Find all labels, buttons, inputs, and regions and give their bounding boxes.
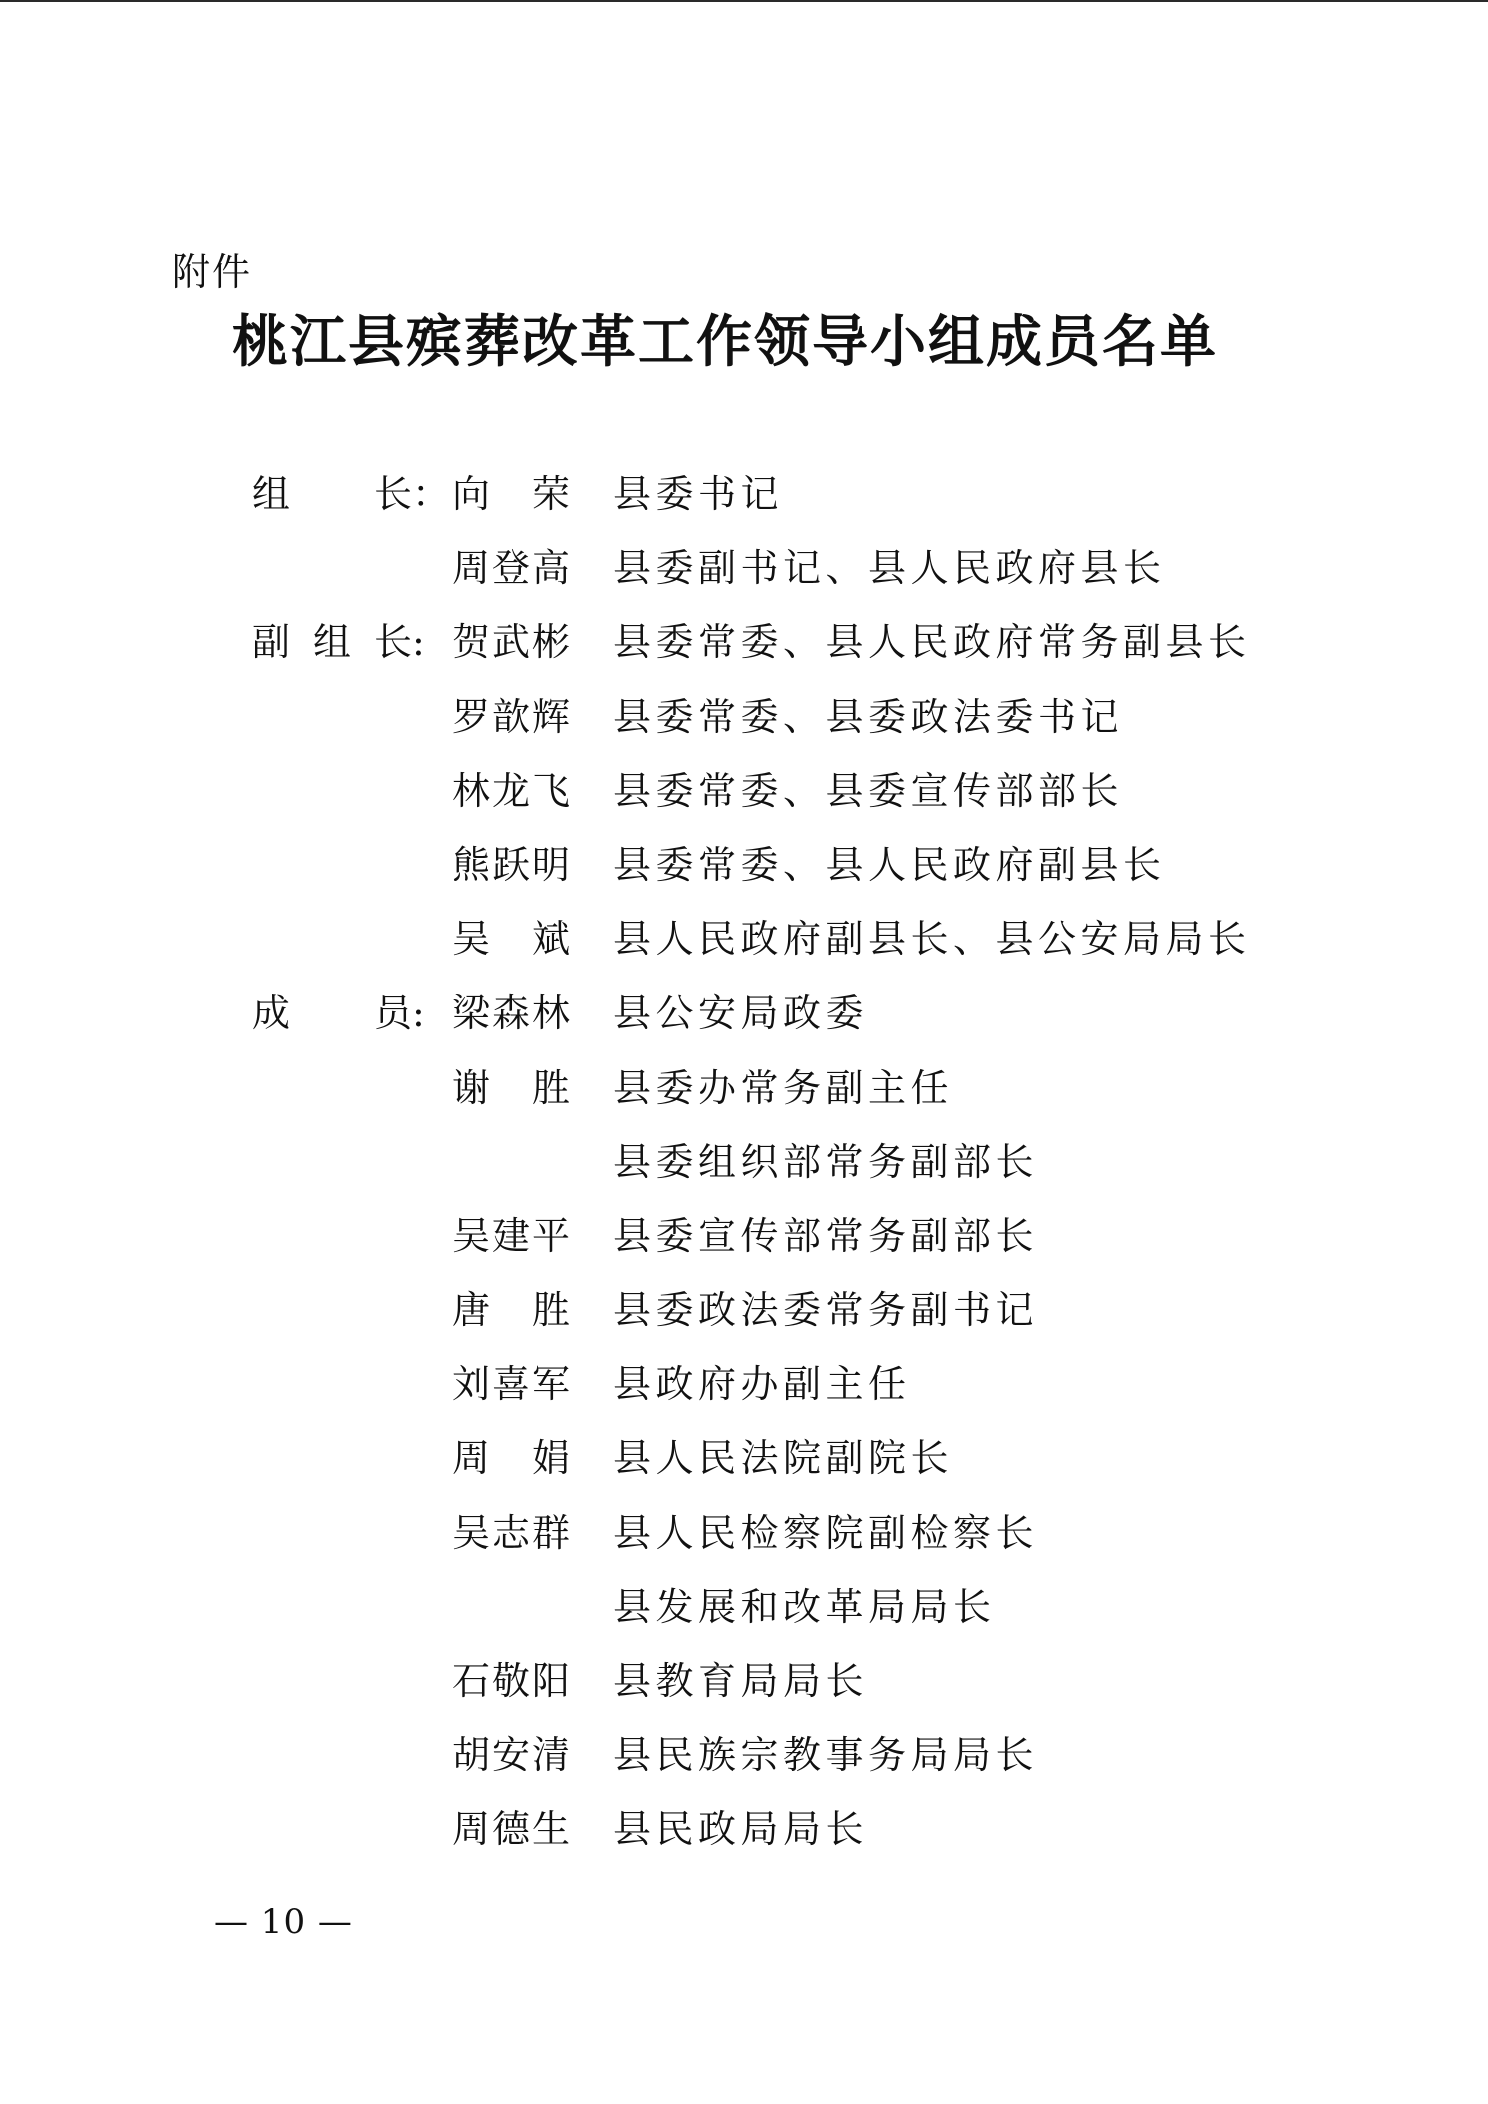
member-position: 县委书记 [613, 472, 784, 516]
member-name: 吴建平 [452, 1213, 570, 1258]
member-position: 县发展和改革局局长 [613, 1584, 996, 1629]
role-colon: ： [412, 472, 451, 516]
roster-row [0, 466, 1488, 540]
member-position: 县人民检察院副检察长 [613, 1510, 1039, 1555]
member-position: 县委政法委常务副书记 [613, 1288, 1039, 1333]
member-position: 县人民法院副院长 [613, 1436, 954, 1481]
member-position: 县委常委、县人民政府副县长 [613, 842, 1166, 887]
member-position: 县委常委、县人民政府常务副县长 [613, 620, 1251, 665]
roster-row [0, 689, 1488, 763]
member-name: 贺武彬 [452, 620, 570, 665]
member-position: 县委常委、县委政法委书记 [613, 694, 1124, 739]
member-position: 县民族宗教事务局局长 [613, 1733, 1039, 1778]
page-top-border [0, 0, 1488, 2]
roster-row [0, 1356, 1488, 1430]
roster-row [0, 614, 1488, 688]
roster-row [0, 1801, 1488, 1875]
member-name: 熊跃明 [452, 842, 570, 887]
member-position: 县委副书记、县人民政府县长 [613, 546, 1166, 591]
member-position: 县委办常务副主任 [613, 1065, 954, 1110]
role-label [252, 985, 424, 1041]
document-title: 桃江县殡葬改革工作领导小组成员名单 [232, 309, 1218, 375]
member-name: 石敬阳 [452, 1659, 570, 1703]
member-name: 周登高 [452, 546, 570, 591]
member-name: 刘喜军 [452, 1362, 570, 1407]
member-name: 吴志群 [452, 1510, 570, 1555]
roster-row [0, 540, 1488, 614]
roster-row [0, 1282, 1488, 1356]
roster-row [0, 1505, 1488, 1579]
role-label [252, 466, 451, 522]
roster-row [0, 1579, 1488, 1653]
role-label [252, 614, 424, 670]
roster-row [0, 1653, 1488, 1727]
member-position: 县政府办副主任 [613, 1362, 911, 1407]
member-position: 县公安局政委 [613, 991, 869, 1036]
roster-row [0, 985, 1488, 1059]
member-roster [0, 466, 1488, 1876]
member-name: 向荣 [452, 472, 570, 516]
member-name: 胡安清 [452, 1733, 570, 1778]
roster-row [0, 1727, 1488, 1801]
member-name: 梁森林 [452, 991, 570, 1036]
roster-row [0, 1208, 1488, 1282]
roster-row [0, 1134, 1488, 1208]
member-name: 周娟 [452, 1436, 570, 1481]
page-number: — 10 — [214, 1902, 353, 1942]
roster-row [0, 1060, 1488, 1134]
member-name: 唐胜 [452, 1288, 570, 1333]
role-text: 副组长 [252, 620, 412, 665]
member-name: 林龙飞 [452, 768, 570, 813]
role-text: 组长 [252, 472, 412, 516]
member-position: 县教育局局长 [613, 1659, 869, 1703]
member-position: 县民政局局长 [613, 1807, 869, 1852]
role-colon: : [412, 620, 425, 665]
member-position: 县人民政府副县长、县公安局局长 [613, 917, 1251, 962]
role-colon: : [412, 991, 425, 1036]
member-name: 谢胜 [452, 1065, 570, 1110]
roster-row [0, 837, 1488, 911]
member-position: 县委常委、县委宣传部部长 [613, 768, 1124, 813]
member-name: 吴斌 [452, 917, 570, 962]
attachment-label: 附件 [172, 250, 253, 294]
member-name: 罗歆辉 [452, 694, 570, 739]
member-position: 县委宣传部常务副部长 [613, 1213, 1039, 1258]
role-text: 成员 [252, 991, 412, 1036]
roster-row [0, 1430, 1488, 1504]
roster-row [0, 911, 1488, 985]
member-name: 周德生 [452, 1807, 570, 1852]
roster-row [0, 763, 1488, 837]
member-position: 县委组织部常务副部长 [613, 1139, 1039, 1184]
